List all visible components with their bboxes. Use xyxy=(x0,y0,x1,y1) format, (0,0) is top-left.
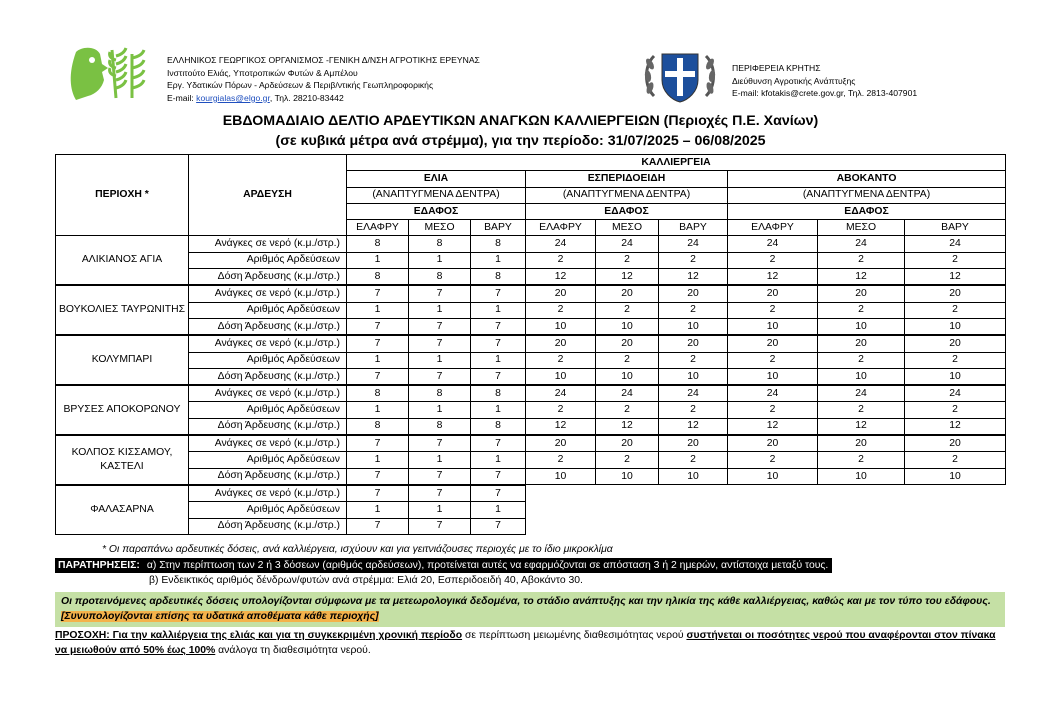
value-cell: 24 xyxy=(526,385,596,402)
irrigation-metric-label: Δόση Άρδευσης (κ.μ./στρ.) xyxy=(189,269,347,286)
table-row xyxy=(56,502,1006,518)
value-cell: 1 xyxy=(471,452,526,468)
table-row xyxy=(56,385,1006,402)
empty-cell xyxy=(905,518,1006,534)
value-cell: 1 xyxy=(471,252,526,268)
value-cell: 24 xyxy=(728,236,818,252)
value-cell: 1 xyxy=(347,352,409,368)
value-cell: 10 xyxy=(905,318,1006,335)
warning-part-1: ΠΡΟΣΟΧΗ: Για την καλλιέργεια της ελιάς και για τη συγκεκριμένη χρονική περίοδο xyxy=(55,630,463,641)
irrigation-metric-label: Δόση Άρδευσης (κ.μ./στρ.) xyxy=(189,518,347,534)
irrigation-metric-label: Ανάγκες σε νερό (κ.μ./στρ.) xyxy=(189,435,347,452)
soil-header: ΕΔΑΦΟΣ xyxy=(347,203,526,219)
value-cell: 8 xyxy=(471,418,526,435)
empty-cell xyxy=(596,518,659,534)
value-cell: 1 xyxy=(409,402,471,418)
email-link[interactable]: kourgialas@elgo.gr xyxy=(196,92,270,103)
table-row xyxy=(56,435,1006,452)
value-cell: 7 xyxy=(471,468,526,485)
value-cell: 8 xyxy=(471,236,526,252)
irrigation-column-header: ΑΡΔΕΥΣΗ xyxy=(189,155,347,236)
value-cell: 10 xyxy=(596,318,659,335)
value-cell: 2 xyxy=(818,402,905,418)
value-cell: 2 xyxy=(905,402,1006,418)
irrigation-metric-label: Αριθμός Αρδεύσεων xyxy=(189,452,347,468)
value-cell: 7 xyxy=(471,435,526,452)
value-cell: 10 xyxy=(659,468,728,485)
value-cell: 2 xyxy=(818,252,905,268)
header-left-line: Εργ. Υδατικών Πόρων - Αρδεύσεων & Περιβ/ντικής Γεωπληροφορικής xyxy=(167,80,434,91)
phone-text: , Τηλ. 28210-83442 xyxy=(269,92,344,103)
value-cell: 10 xyxy=(818,318,905,335)
value-cell: 7 xyxy=(409,518,471,534)
value-cell: 8 xyxy=(471,269,526,286)
value-cell: 12 xyxy=(659,418,728,435)
empty-cell xyxy=(728,485,818,502)
bulletin-title: ΕΒΔΟΜΑΔΙΑΙΟ ΔΕΛΤΙΟ ΑΡΔΕΥΤΙΚΩΝ ΑΝΑΓΚΩΝ ΚΑΛΛΙΕΡΓΕΙΩΝ (Περιοχές Π.Ε. Χανίων) xyxy=(222,113,819,129)
value-cell: 20 xyxy=(659,435,728,452)
value-cell: 2 xyxy=(905,302,1006,318)
value-cell: 2 xyxy=(526,352,596,368)
warning-part-2: σε περίπτωση μειωμένης διαθεσιμότητας νερού xyxy=(462,630,687,641)
value-cell: 20 xyxy=(905,335,1006,352)
empty-cell xyxy=(526,518,596,534)
value-cell: 2 xyxy=(905,352,1006,368)
value-cell: 2 xyxy=(526,402,596,418)
value-cell: 7 xyxy=(409,368,471,385)
region-name: ΚΟΛΠΟΣ ΚΙΣΣΑΜΟΥ, ΚΑΣΤΕΛΙ xyxy=(56,435,189,485)
table-row xyxy=(56,318,1006,335)
soil-type: ΕΛΑΦΡΥ xyxy=(347,220,409,236)
value-cell: 10 xyxy=(526,318,596,335)
value-cell: 2 xyxy=(728,452,818,468)
value-cell: 2 xyxy=(659,252,728,268)
value-cell: 8 xyxy=(409,236,471,252)
value-cell: 20 xyxy=(596,435,659,452)
remark-b: β) Ενδεικτικός αριθμός δένδρων/φυτών ανά στρέμμα: Ελιά 20, Εσπεριδοειδή 40, Αβοκάντο 30. xyxy=(149,575,583,586)
value-cell: 1 xyxy=(471,302,526,318)
irrigation-metric-label: Ανάγκες σε νερό (κ.μ./στρ.) xyxy=(189,236,347,252)
soil-type: ΒΑΡΥ xyxy=(659,220,728,236)
value-cell: 2 xyxy=(905,252,1006,268)
value-cell: 1 xyxy=(409,352,471,368)
value-cell: 12 xyxy=(728,269,818,286)
table-row xyxy=(56,402,1006,418)
crops-header: ΚΑΛΛΙΕΡΓΕΙΑ xyxy=(347,155,1006,171)
empty-cell xyxy=(818,502,905,518)
crop-subtitle: (ΑΝΑΠΤΥΓΜΕΝΑ ΔΕΝΤΡΑ) xyxy=(728,187,1006,203)
value-cell: 10 xyxy=(596,468,659,485)
irrigation-metric-label: Αριθμός Αρδεύσεων xyxy=(189,252,347,268)
value-cell: 8 xyxy=(347,269,409,286)
value-cell: 20 xyxy=(818,335,905,352)
soil-type: ΜΕΣΟ xyxy=(409,220,471,236)
soil-type: ΜΕΣΟ xyxy=(596,220,659,236)
value-cell: 20 xyxy=(905,435,1006,452)
empty-cell xyxy=(728,502,818,518)
bulletin-subtitle: (σε κυβικά μέτρα ανά στρέμμα), για την περίοδο: 31/07/2025 – 06/08/2025 xyxy=(275,133,766,149)
table-row xyxy=(56,302,1006,318)
value-cell: 10 xyxy=(728,318,818,335)
soil-type: ΜΕΣΟ xyxy=(818,220,905,236)
value-cell: 12 xyxy=(596,418,659,435)
value-cell: 12 xyxy=(905,418,1006,435)
calculation-note xyxy=(55,592,1005,627)
value-cell: 10 xyxy=(728,368,818,385)
value-cell: 7 xyxy=(347,368,409,385)
remark-a: α) Στην περίπτωση των 2 ή 3 δόσεων (αριθμός αρδεύσεων), προτείνεται αυτές να εφαρμόζονται σε απόσταση 3 ή 2 ημερών, αντίστοιχα μεταξύ τους. xyxy=(143,558,832,573)
value-cell: 2 xyxy=(728,352,818,368)
value-cell: 2 xyxy=(596,452,659,468)
value-cell: 2 xyxy=(526,252,596,268)
crop-subtitle: (ΑΝΑΠΤΥΓΜΕΝΑ ΔΕΝΤΡΑ) xyxy=(347,187,526,203)
irrigation-table xyxy=(55,154,1006,535)
irrigation-metric-label: Ανάγκες σε νερό (κ.μ./στρ.) xyxy=(189,285,347,302)
value-cell: 10 xyxy=(596,368,659,385)
empty-cell xyxy=(659,518,728,534)
crop-subtitle: (ΑΝΑΠΤΥΓΜΕΝΑ ΔΕΝΤΡΑ) xyxy=(526,187,728,203)
value-cell: 7 xyxy=(409,435,471,452)
value-cell: 2 xyxy=(728,302,818,318)
elgo-logo xyxy=(62,44,154,104)
value-cell: 20 xyxy=(659,285,728,302)
value-cell: 12 xyxy=(596,269,659,286)
value-cell: 1 xyxy=(347,452,409,468)
table-row xyxy=(56,335,1006,352)
region-name: ΒΡΥΣΕΣ ΑΠΟΚΟΡΩΝΟΥ xyxy=(56,385,189,435)
value-cell: 2 xyxy=(596,352,659,368)
value-cell: 2 xyxy=(728,252,818,268)
value-cell: 2 xyxy=(818,452,905,468)
header-left-line: Ινστιτούτο Ελιάς, Υποτροπικών Φυτών & Αμπέλου xyxy=(167,67,358,78)
value-cell: 2 xyxy=(526,302,596,318)
value-cell: 20 xyxy=(728,435,818,452)
header-right-line: E-mail: kfotakis@crete.gov.gr, Τηλ. 2813-407901 xyxy=(732,88,918,99)
table-row xyxy=(56,285,1006,302)
value-cell: 20 xyxy=(728,335,818,352)
value-cell: 20 xyxy=(905,285,1006,302)
value-cell: 20 xyxy=(728,285,818,302)
value-cell: 2 xyxy=(596,302,659,318)
value-cell: 20 xyxy=(526,285,596,302)
value-cell: 7 xyxy=(347,518,409,534)
value-cell: 2 xyxy=(659,352,728,368)
value-cell: 7 xyxy=(471,318,526,335)
irrigation-metric-label: Αριθμός Αρδεύσεων xyxy=(189,502,347,518)
table-body xyxy=(56,236,1006,534)
calculation-note-text: Οι προτεινόμενες αρδευτικές δόσεις υπολογίζονται σύμφωνα με τα μετεωρολογικά δεδομένα, το στάδιο ανάπτυξης και την ηλικία της κάθε καλλιέργειας, καθώς και με τον τύπο του εδάφους. xyxy=(61,596,991,607)
irrigation-metric-label: Δόση Άρδευσης (κ.μ./στρ.) xyxy=(189,368,347,385)
value-cell: 1 xyxy=(409,452,471,468)
soil-type: ΕΛΑΦΡΥ xyxy=(526,220,596,236)
crop-name: ΕΣΠΕΡΙΔΟΕΙΔΗ xyxy=(526,171,728,187)
value-cell: 8 xyxy=(471,385,526,402)
value-cell: 12 xyxy=(818,418,905,435)
table-row xyxy=(56,518,1006,534)
value-cell: 7 xyxy=(347,468,409,485)
value-cell: 7 xyxy=(347,285,409,302)
empty-cell xyxy=(818,518,905,534)
value-cell: 24 xyxy=(526,236,596,252)
irrigation-metric-label: Ανάγκες σε νερό (κ.μ./στρ.) xyxy=(189,485,347,502)
value-cell: 7 xyxy=(471,485,526,502)
value-cell: 20 xyxy=(596,335,659,352)
greek-state-seal xyxy=(640,46,720,106)
value-cell: 7 xyxy=(347,335,409,352)
remarks-label: ΠΑΡΑΤΗΡΗΣΕΙΣ: xyxy=(55,558,143,573)
table-row xyxy=(56,352,1006,368)
region-column-header: ΠΕΡΙΟΧΗ * xyxy=(56,155,189,236)
value-cell: 1 xyxy=(471,502,526,518)
value-cell: 1 xyxy=(409,302,471,318)
irrigation-metric-label: Δόση Άρδευσης (κ.μ./στρ.) xyxy=(189,318,347,335)
warning-note xyxy=(55,628,1005,658)
value-cell: 7 xyxy=(347,435,409,452)
value-cell: 2 xyxy=(818,352,905,368)
value-cell: 20 xyxy=(596,285,659,302)
value-cell: 2 xyxy=(818,302,905,318)
empty-cell xyxy=(905,485,1006,502)
value-cell: 1 xyxy=(471,352,526,368)
region-name: ΑΛΙΚΙΑΝΟΣ ΑΓΙΑ xyxy=(56,236,189,285)
table-row xyxy=(56,368,1006,385)
value-cell: 1 xyxy=(347,252,409,268)
header-right-line: ΠΕΡΙΦΕΡΕΙΑ ΚΡΗΤΗΣ xyxy=(732,63,821,73)
warning-part-4: ανάλογα τη διαθεσιμότητα νερού. xyxy=(215,645,371,656)
value-cell: 20 xyxy=(526,335,596,352)
table-row xyxy=(56,452,1006,468)
email-label: E-mail: xyxy=(167,92,194,103)
irrigation-metric-label: Ανάγκες σε νερό (κ.μ./στρ.) xyxy=(189,385,347,402)
empty-cell xyxy=(659,502,728,518)
value-cell: 2 xyxy=(728,402,818,418)
empty-cell xyxy=(596,502,659,518)
value-cell: 8 xyxy=(409,269,471,286)
value-cell: 7 xyxy=(471,335,526,352)
value-cell: 1 xyxy=(409,252,471,268)
value-cell: 2 xyxy=(526,452,596,468)
value-cell: 24 xyxy=(659,385,728,402)
irrigation-metric-label: Ανάγκες σε νερό (κ.μ./στρ.) xyxy=(189,335,347,352)
value-cell: 24 xyxy=(905,385,1006,402)
empty-cell xyxy=(526,502,596,518)
value-cell: 2 xyxy=(659,302,728,318)
value-cell: 7 xyxy=(409,485,471,502)
value-cell: 10 xyxy=(659,318,728,335)
value-cell: 2 xyxy=(659,402,728,418)
warning-part-3: συστήνεται οι ποσότητες νερού που αναφέρονται στον πίνακα να μειωθούν από 50% έως 100% xyxy=(55,630,996,656)
header-right-info xyxy=(732,62,917,100)
value-cell: 12 xyxy=(526,269,596,286)
region-name: ΦΑΛΑΣΑΡΝΑ xyxy=(56,485,189,534)
header-left-info xyxy=(167,54,480,104)
value-cell: 24 xyxy=(728,385,818,402)
table-row xyxy=(56,468,1006,485)
value-cell: 8 xyxy=(409,418,471,435)
irrigation-metric-label: Δόση Άρδευσης (κ.μ./στρ.) xyxy=(189,468,347,485)
value-cell: 1 xyxy=(409,502,471,518)
value-cell: 24 xyxy=(659,236,728,252)
empty-cell xyxy=(818,485,905,502)
value-cell: 1 xyxy=(347,502,409,518)
irrigation-metric-label: Αριθμός Αρδεύσεων xyxy=(189,352,347,368)
soil-type: ΒΑΡΥ xyxy=(471,220,526,236)
value-cell: 24 xyxy=(905,236,1006,252)
remarks xyxy=(55,558,1005,588)
value-cell: 8 xyxy=(347,385,409,402)
header-left-line: ΕΛΛΗΝΙΚΟΣ ΓΕΩΡΓΙΚΟΣ ΟΡΓΑΝΙΣΜΟΣ -ΓΕΝΙΚΗ Δ/ΝΣΗ ΑΓΡΟΤΙΚΗΣ ΕΡΕΥΝΑΣ xyxy=(167,55,480,65)
value-cell: 10 xyxy=(659,368,728,385)
value-cell: 24 xyxy=(596,385,659,402)
value-cell: 12 xyxy=(526,418,596,435)
value-cell: 7 xyxy=(471,368,526,385)
table-row xyxy=(56,269,1006,286)
value-cell: 1 xyxy=(471,402,526,418)
value-cell: 24 xyxy=(818,236,905,252)
soil-type: ΕΛΑΦΡΥ xyxy=(728,220,818,236)
crop-name: ΑΒΟΚΑΝΤΟ xyxy=(728,171,1006,187)
value-cell: 20 xyxy=(526,435,596,452)
value-cell: 8 xyxy=(347,418,409,435)
value-cell: 2 xyxy=(596,402,659,418)
value-cell: 10 xyxy=(526,468,596,485)
table-row xyxy=(56,418,1006,435)
value-cell: 10 xyxy=(526,368,596,385)
empty-cell xyxy=(905,502,1006,518)
soil-header: ΕΔΑΦΟΣ xyxy=(526,203,728,219)
header-right-line: Διεύθυνση Αγροτικής Ανάπτυξης xyxy=(732,75,856,86)
value-cell: 12 xyxy=(905,269,1006,286)
value-cell: 2 xyxy=(596,252,659,268)
value-cell: 7 xyxy=(409,468,471,485)
header-left-contact xyxy=(167,92,480,105)
value-cell: 7 xyxy=(409,285,471,302)
crop-name: ΕΛΙΑ xyxy=(347,171,526,187)
value-cell: 12 xyxy=(659,269,728,286)
table-row xyxy=(56,485,1006,502)
empty-cell xyxy=(596,485,659,502)
value-cell: 1 xyxy=(347,302,409,318)
empty-cell xyxy=(659,485,728,502)
irrigation-metric-label: Αριθμός Αρδεύσεων xyxy=(189,302,347,318)
value-cell: 10 xyxy=(905,468,1006,485)
value-cell: 10 xyxy=(818,368,905,385)
value-cell: 12 xyxy=(818,269,905,286)
region-name: ΚΟΛΥΜΠΑΡΙ xyxy=(56,335,189,385)
irrigation-metric-label: Δόση Άρδευσης (κ.μ./στρ.) xyxy=(189,418,347,435)
empty-cell xyxy=(728,518,818,534)
value-cell: 24 xyxy=(596,236,659,252)
calculation-note-highlight: [Συνυπολογίζονται επίσης τα υδατικά αποθέματα κάθε περιοχής] xyxy=(61,611,379,622)
value-cell: 12 xyxy=(728,418,818,435)
soil-type: ΒΑΡΥ xyxy=(905,220,1006,236)
value-cell: 1 xyxy=(347,402,409,418)
value-cell: 20 xyxy=(659,335,728,352)
region-name: ΒΟΥΚΟΛΙΕΣ ΤΑΥΡΩΝΙΤΗΣ xyxy=(56,285,189,335)
value-cell: 7 xyxy=(409,335,471,352)
value-cell: 10 xyxy=(728,468,818,485)
value-cell: 10 xyxy=(818,468,905,485)
value-cell: 7 xyxy=(471,518,526,534)
value-cell: 7 xyxy=(409,318,471,335)
value-cell: 2 xyxy=(659,452,728,468)
value-cell: 7 xyxy=(471,285,526,302)
value-cell: 8 xyxy=(409,385,471,402)
value-cell: 10 xyxy=(905,368,1006,385)
soil-header: ΕΔΑΦΟΣ xyxy=(728,203,1006,219)
table-row xyxy=(56,236,1006,252)
footnote: * Οι παραπάνω αρδευτικές δόσεις, ανά καλλιέργεια, ισχύουν και για γειτνιάζουσες περιοχές με το ίδιο μικροκλίμα xyxy=(102,544,613,555)
value-cell: 7 xyxy=(347,485,409,502)
value-cell: 24 xyxy=(818,385,905,402)
table-row xyxy=(56,252,1006,268)
value-cell: 8 xyxy=(347,236,409,252)
value-cell: 2 xyxy=(905,452,1006,468)
value-cell: 20 xyxy=(818,435,905,452)
irrigation-metric-label: Αριθμός Αρδεύσεων xyxy=(189,402,347,418)
value-cell: 20 xyxy=(818,285,905,302)
value-cell: 7 xyxy=(347,318,409,335)
empty-cell xyxy=(526,485,596,502)
